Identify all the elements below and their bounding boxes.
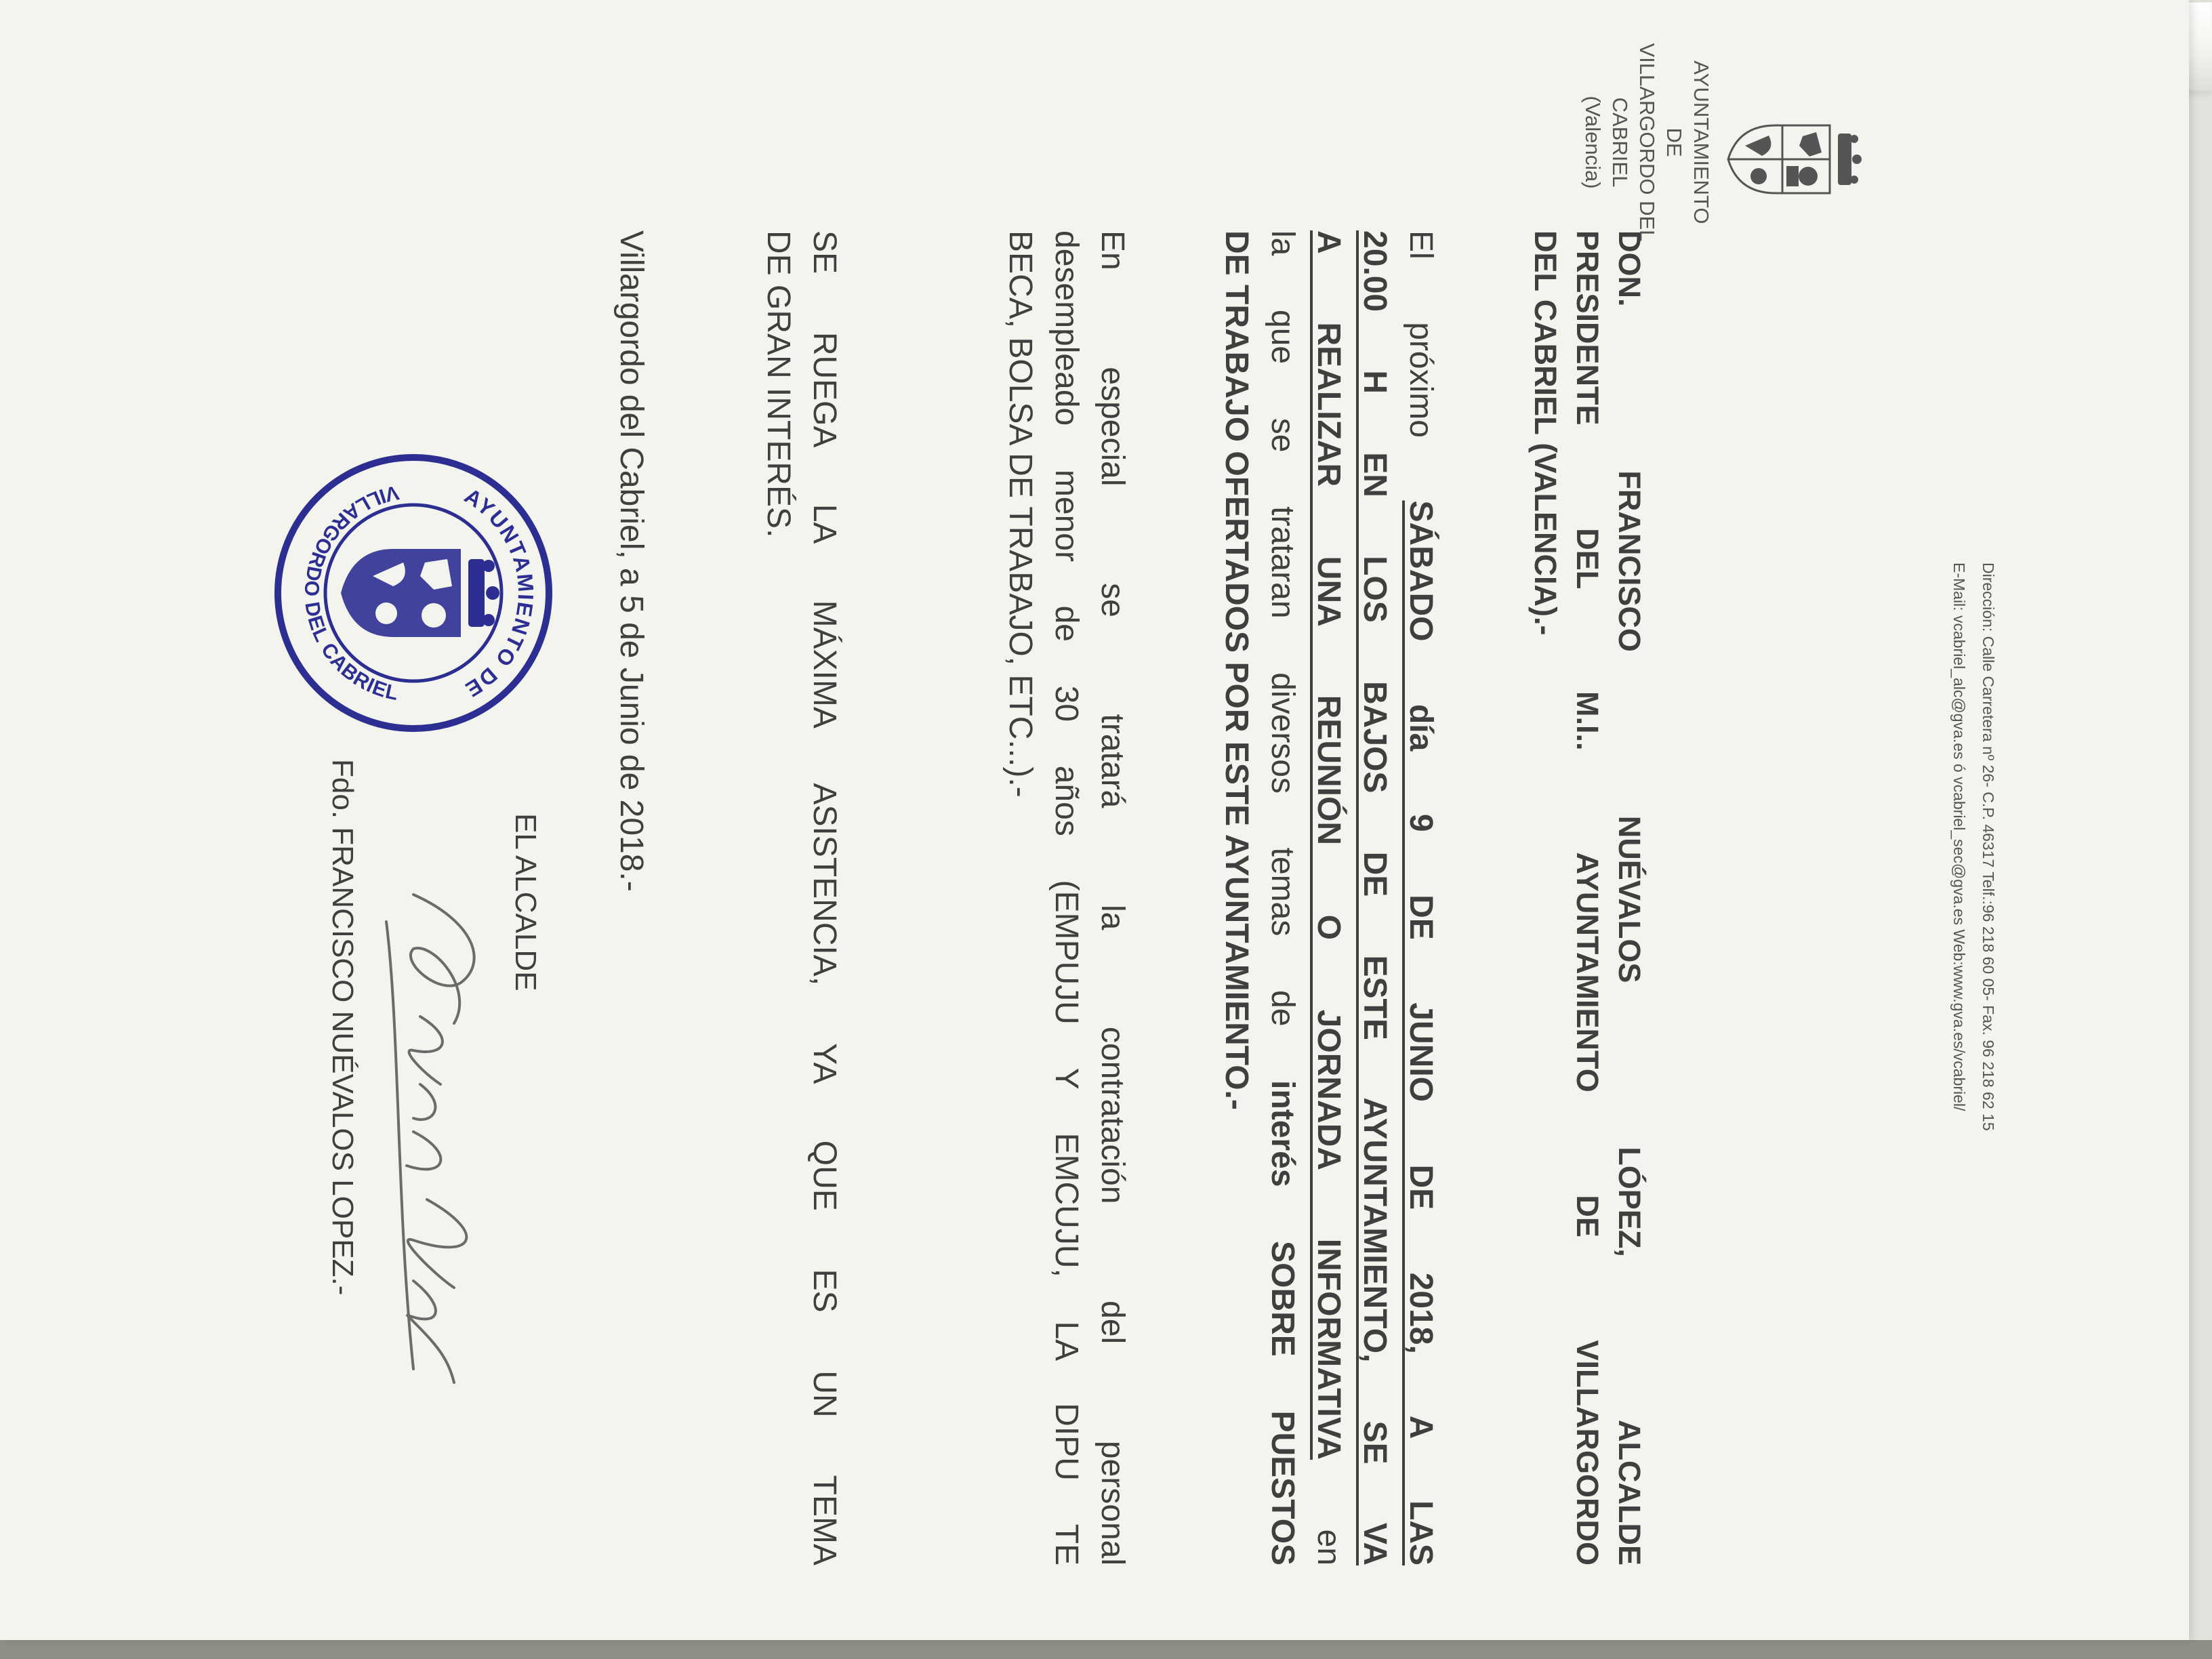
municipality-line-3: VILLARGORDO DEL CABRIEL — [1608, 43, 1659, 242]
meeting-line-2: 20.00 H EN LOS BAJOS DE ESTE AYUNTAMIENTO, SE VA — [1357, 230, 1393, 1565]
letterhead-contact — [1944, 562, 2003, 1647]
handwritten-signature — [366, 881, 515, 1396]
attendance-paragraph — [755, 230, 847, 1565]
meeting-intro-text: El próximo — [1403, 230, 1439, 501]
contract-line-2: desempleado menor de 30 años (EMPUJU Y EMCUJU, LA DIPU TE — [1048, 230, 1084, 1565]
meeting-en-text: en — [1311, 1459, 1347, 1565]
municipality-line-2: DE — [1662, 127, 1686, 157]
document-page — [7, 27, 2148, 1626]
contact-address: Dirección: Calle Carretera nº 26- C.P. 46317 Telf.:96 218 60 05- Fax. 96 218 62 15 — [1980, 562, 1997, 1131]
attendance-line-2: DE GRAN INTERÉS. — [760, 230, 796, 538]
municipality-line-1: AYUNTAMIENTO — [1689, 60, 1713, 224]
heading-line-1: DON. FRANCISCO NUÉVALOS LÓPEZ, ALCALDE — [1612, 230, 1647, 1565]
meeting-interest-text: interés SOBRE PUESTOS — [1265, 1080, 1300, 1565]
meeting-event-text: A REALIZAR UNA REUNIÓN O JORNADA INFORMATIVA — [1311, 230, 1347, 1460]
signature-title: EL ALCALDE — [509, 813, 542, 991]
heading-line-3: DEL CABRIEL (VALENCIA).- — [1528, 230, 1563, 636]
meeting-line-4 — [1259, 230, 1305, 1565]
meeting-line-5: DE TRABAJO OFERTADOS POR ESTE AYUNTAMIENTO.- — [1218, 230, 1254, 1110]
signatory-name: Fdo. FRANCISCO NUÉVALOS LOPEZ.- — [326, 759, 359, 1296]
attendance-line-1: SE RUEGA LA MÁXIMA ASISTENCIA, YA QUE ES UN TEMA — [806, 230, 842, 1565]
contract-paragraph — [997, 230, 1135, 1565]
municipality-line-4: (Valencia) — [1581, 96, 1605, 189]
heading-paragraph — [1524, 230, 1650, 1565]
heading-line-2: PRESIDENTE DEL M.I.. AYUNTAMIENTO DE VILLARGORDO — [1570, 230, 1605, 1565]
svg-text:AYUNTAMIENTO DE: AYUNTAMIENTO DE — [460, 483, 539, 703]
official-seal — [268, 447, 559, 739]
date-line: Villargordo del Cabriel, a 5 de Junio de 2018.- — [613, 230, 649, 892]
municipality-name — [1579, 41, 1715, 244]
contract-line-3: BECA, BOLSA DE TRABAJO, ETC...).- — [1002, 230, 1038, 798]
coat-of-arms-icon — [1721, 98, 1864, 220]
meeting-paragraph — [1213, 230, 1443, 1565]
svg-text:VILLARGORDO DEL CABRIEL: VILLARGORDO DEL CABRIEL — [300, 480, 401, 705]
desk-shadow — [0, 1640, 2212, 1659]
meeting-line-1 — [1397, 230, 1443, 1565]
meeting-line-3 — [1305, 230, 1351, 1565]
meeting-topics-text: la que se trataran diversos temas de — [1265, 230, 1300, 1081]
meeting-date-text: SÁBADO día 9 DE JUNIO DE 2018, A LAS — [1403, 500, 1439, 1565]
contract-line-1: En especial se tratará la contratación del personal — [1094, 230, 1130, 1565]
contact-email-web: E-Mail: vcabriel_alc@gva.es ó vcabriel_sec@gva.es Web:www.gva.es/vcabriel/ — [1950, 562, 1968, 1111]
